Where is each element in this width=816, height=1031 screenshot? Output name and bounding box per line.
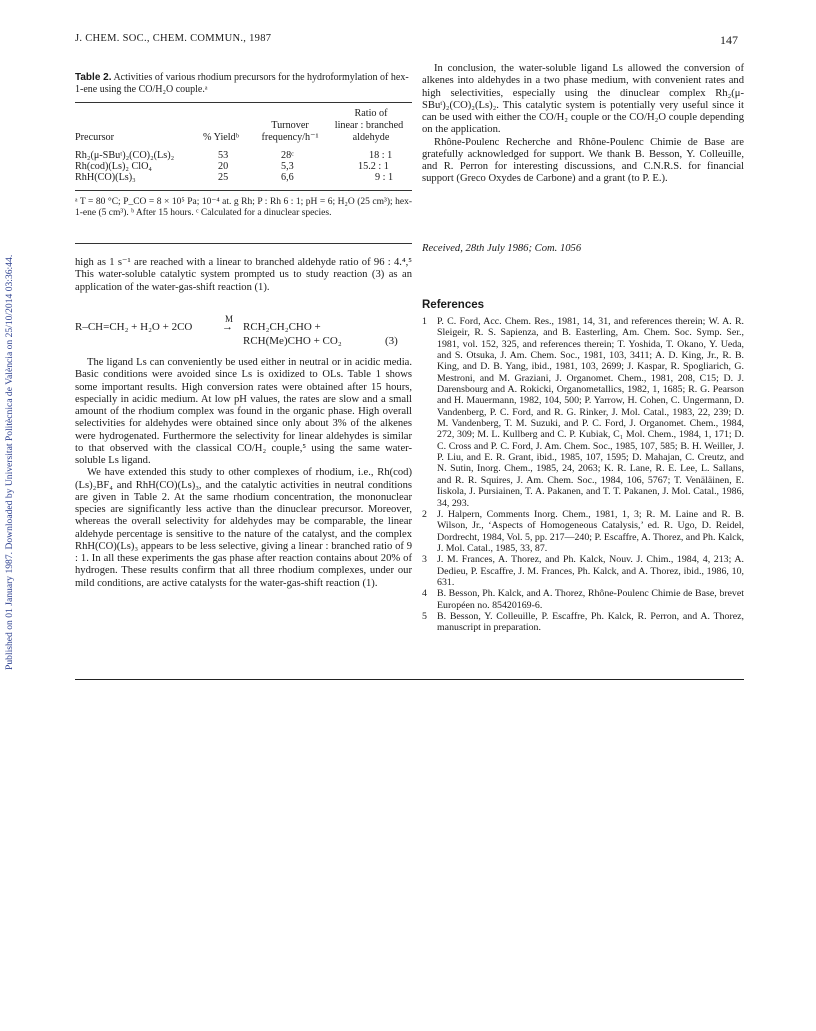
col-head-ratio-1: Ratio of bbox=[354, 108, 388, 119]
page-bottom-rule bbox=[75, 679, 744, 680]
table-cell-yield: 25 bbox=[218, 172, 229, 183]
publication-stamp: Published on 01 January 1987. Downloaded by Universitat Politècnica de València on 25/10/2014 03:36:44. bbox=[4, 254, 15, 670]
table-label: Table 2. bbox=[75, 72, 112, 83]
reference-number: 2 bbox=[422, 508, 427, 520]
references-heading: References bbox=[422, 299, 485, 311]
equation-reactants: R–CH=CH₂ + H₂O + 2CO bbox=[75, 321, 193, 333]
table-cell-precursor: RhH(CO)(Ls)₃ bbox=[75, 172, 136, 183]
col-head-precursor: Precursor bbox=[75, 132, 115, 143]
table-bottom-rule bbox=[75, 190, 412, 191]
paragraph-text: Rhône-Poulenc Recherche and Rhône-Poulenc Chimie de Base are gratefully acknowledged for support. We thank B. Besson, Y. Colleuille, and R. Perron for interesting discussions, and C.N.R.S. for financial support (Greco Oxydes de Carbone) and a grant (to P. E.). bbox=[422, 136, 744, 185]
equation-3 bbox=[75, 314, 412, 351]
paragraph-text: We have extended this study to other complexes of rhodium, i.e., Rh(cod)(Ls)₂BF₄ and RhH(CO)(Ls)₃, and the catalytic activities in neutral conditions are given in Table 2. At the same rhodium concentration, the mononuclear species are significantly less active than the dinuclear precursor. Moreover, whereas the overall selectivity for aldehydes may be comparable, the linear aldehyde percentage is sensitive to the nature of the catalyst, and the complex RhH(CO)(Ls)₃ appears to be less selective, giving a linear : branched ratio of 9 : 1. In all these experiments the gas phase after reaction contains about 20% of hydrogen. These results confirm that all three rhodium complexes, under our mild conditions, are active catalysts for the water-gas-shift reaction (1). bbox=[75, 467, 412, 589]
table-cell-ratio: 15.2 : 1 bbox=[358, 161, 389, 172]
page-number: 147 bbox=[720, 33, 738, 47]
table-caption bbox=[75, 72, 412, 96]
col-head-ratio-3: aldehyde bbox=[352, 132, 390, 143]
left-paragraph-1 bbox=[75, 257, 412, 294]
equation-product-1: RCH₂CH₂CHO + bbox=[243, 321, 321, 333]
col-head-ratio-2: linear : branched bbox=[334, 120, 404, 131]
reference-number: 4 bbox=[422, 588, 427, 600]
table-cell-turnover: 6,6 bbox=[281, 172, 294, 183]
arrow-icon: → bbox=[222, 321, 233, 333]
col-head-yield: % Yieldᵇ bbox=[203, 132, 239, 143]
table-end-rule bbox=[75, 243, 412, 244]
references-list bbox=[422, 316, 744, 634]
reference-item bbox=[422, 588, 744, 611]
table-cell-turnover: 28ᶜ bbox=[281, 150, 294, 161]
equation-product-2: RCH(Me)CHO + CO₂ bbox=[243, 335, 342, 347]
reference-number: 5 bbox=[422, 610, 427, 622]
reference-text: B. Besson, Y. Colleuille, P. Escaffre, Ph. Kalck, R. Perron, and A. Thorez, manuscript in preparation. bbox=[437, 610, 744, 634]
reference-text: J. M. Frances, A. Thorez, and Ph. Kalck, Nouv. J. Chim., 1984, 4, 213; A. Dedieu, P. Escaffre, J. M. Frances, Ph. Kalck, and A. Thorez, ibid., 1986, 10, 631. bbox=[437, 554, 744, 588]
table-caption-text: Activities of various rhodium precursors for the hydroformylation of hex-1-ene using the CO/H₂O couple.ᵃ bbox=[75, 72, 409, 95]
paragraph-text: In conclusion, the water-soluble ligand Ls allowed the conversion of alkenes into aldehydes in a two phase medium, with convenient rates and high selectivities, especially using the dinuclear complex Rh₂(μ-SBuᵗ)₂(CO)₂(Ls)₂. This catalytic system is potentially very useful since it can be used with either the CO/H₂ couple or the CO/H₂O couple depending on the application. bbox=[422, 63, 744, 136]
table-footnotes: ᵃ T = 80 °C; P_CO = 8 × 10⁵ Pa; 10⁻⁴ at. g Rh; P : Rh 6 : 1; pH = 6; H₂O (25 cm³); hex-1-ene (5 cm³). ᵇ After 15 hours. ᶜ Calculated for a dinuclear species. bbox=[75, 197, 412, 218]
paragraph-text: high as 1 s⁻¹ are reached with a linear to branched aldehyde ratio of 96 : 4.⁴,⁵ This water-soluble catalytic system prompted us to study reaction (3) as an application of the water-gas-shift reaction (1). bbox=[75, 257, 412, 293]
reference-item bbox=[422, 509, 744, 554]
table-cell-ratio: 18 : 1 bbox=[369, 150, 393, 161]
table-top-rule bbox=[75, 102, 412, 103]
table-cell-yield: 53 bbox=[218, 150, 229, 161]
equation-number: (3) bbox=[385, 335, 398, 347]
reference-text: J. Halpern, Comments Inorg. Chem., 1981, 1, 3; R. M. Laine and R. B. Wilson, Jr., ‘Aspects of Homogeneous Catalysis,’ ed. R. Ugo, D. Reidel, Dordrecht, 1984, Vol. 5, pp. 217—240; P. Escaffre, A. Thorez, and Ph. Kalck, J. Mol. Catal., 1985, 33, 87. bbox=[437, 508, 744, 554]
reference-item bbox=[422, 554, 744, 588]
reference-text: P. C. Ford, Acc. Chem. Res., 1981, 14, 31, and references therein; W. A. R. Sleigeir, R. S. Sapienza, and B. Easterling, Am. Chem. Soc. Symp. Ser., 1981, vol. 152, 325, and references therein; T. Yoshida, T. Okano, Y. Ueda, and S. Otsuka, J. Am. Chem. Soc., 1981, 103, 3411; A. D. King, Jr., R. B. King, and D. B. Yang, ibid., 1981, 103, 2699; J. Kaspar, R. Spogliarich, G. Mestroni, and M. Graziani, J. Organomet. Chem., 1981, 208, C15; D. J. Darensbourg and A. Rokicki, Organometallics, 1982, 1, 1685; R. G. Pearson and H. Mauermann, 1982, 104, 500; P. Yarrow, H. Cohen, C. Ungermann, D. Vandenberg, P. C. Ford, and R. G. Rinker, J. Mol. Catal., 1983, 22, 239; D. M. Vandenberg, T. M. Suzuki, and P. C. Ford, J. Organomet. Chem., 1984, 272, 309; M. L. Kullberg and C. P. Kubiak, C₁ Mol. Chem., 1984, 1, 171; D. C. Cross and P. C. Ford, J. Am. Chem. Soc., 1985, 107, 585; B. H. Weiller, J. P. Liu, and E. R. Grant, ibid., 1985, 107, 1595; D. Mahajan, C. Creutz, and N. Sutin, Inorg. Chem., 1985, 24, 2063; K. R. Lane, R. E. Lee, L. Sallans, and R. R. Squires, J. Am. Chem. Soc., 1984, 106, 5767; T. Venäläinen, E. Iiskola, J. Pursiainen, T. A. Pakanen, and T. T. Pakanen, J. Mol. Catal., 1986, 34, 293. bbox=[437, 316, 744, 509]
paragraph-text: The ligand Ls can conveniently be used either in neutral or in acidic media. Basic conditions were avoided since Ls is oxidized to OLs. Table 1 shows some important results. High conversion rates were obtained after 15 hours, especially in acidic medium. At low pH values, the rates are slow and a small amount of the rhodium complex was found in the organic phase. High overall selectivities for aldehydes were obtained since only about 3% of the alkenes were hydrogenated. Furthermore the selectivity for linear aldehydes is similar to that observed with the classical CO/H₂ couple,⁵ using the same water-soluble Ls ligand. bbox=[75, 357, 412, 466]
left-paragraphs bbox=[75, 357, 412, 590]
col-head-turnover-2: frequency/h⁻¹ bbox=[261, 132, 319, 143]
table-cell-turnover: 5,3 bbox=[281, 161, 294, 172]
received-date: Received, 28th July 1986; Com. 1056 bbox=[422, 243, 582, 254]
reference-text: B. Besson, Ph. Kalck, and A. Thorez, Rhône-Poulenc Chimie de Base, brevet Européen no. 85420169-6. bbox=[437, 588, 744, 611]
table-cell-precursor: Rh₂(μ-SBuᵗ)₂(CO)₂(Ls)₂ bbox=[75, 150, 175, 161]
table-cell-precursor: Rh(cod)(Ls)₂ ClO₄ bbox=[75, 161, 152, 172]
equation-catalyst-label: M bbox=[225, 314, 234, 324]
table-cell-ratio: 9 : 1 bbox=[375, 172, 394, 183]
table-cell-yield: 20 bbox=[218, 161, 229, 172]
table-2 bbox=[75, 108, 412, 188]
journal-header: J. CHEM. SOC., CHEM. COMMUN., 1987 bbox=[75, 33, 272, 44]
reference-item bbox=[422, 316, 744, 509]
right-paragraphs bbox=[422, 63, 744, 186]
col-head-turnover-1: Turnover bbox=[271, 120, 309, 131]
reference-number: 1 bbox=[422, 316, 427, 327]
reference-number: 3 bbox=[422, 554, 427, 566]
reference-item bbox=[422, 611, 744, 634]
